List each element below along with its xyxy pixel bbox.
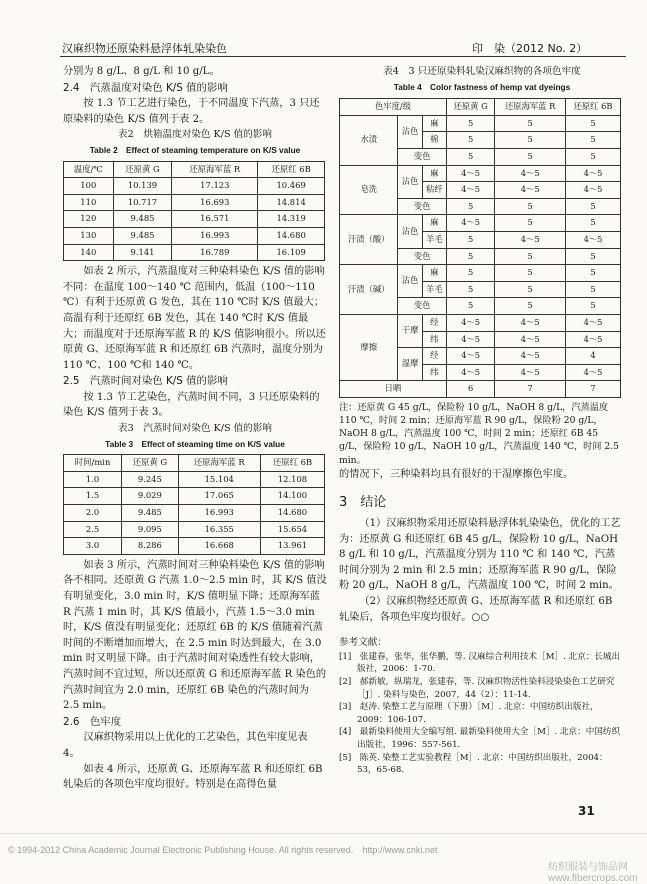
table-4-caption-cn: 表4 3 只还原染料轧染汉麻织物的各项色牢度: [383, 66, 581, 77]
table-cell: 14.814: [258, 194, 325, 211]
table-row: [64, 178, 325, 195]
table-cell: 10.717: [113, 194, 172, 211]
table-cell: 7: [566, 381, 621, 398]
table-cell: 5: [495, 115, 566, 132]
table-cell: 100: [64, 178, 114, 195]
sub-cell: 沾色: [398, 115, 422, 148]
table-header-cell: 时间/min: [64, 455, 122, 472]
running-header-journal: 印 染（2012 No. 2）: [472, 42, 588, 55]
table-header-cell: 还原红 6B: [566, 99, 621, 116]
table-cell: 17.065: [178, 488, 260, 505]
table-cell: 15.104: [178, 471, 260, 488]
copyright-footer: © 1994-2012 China Academic Journal Electronic Publishing House. All rights reserved. http://www.cnki.net: [8, 845, 438, 855]
table-cell: 5: [566, 148, 621, 165]
table-header-row: [64, 161, 325, 178]
table-cell: 2.0: [64, 505, 122, 522]
table-cell: 14.319: [258, 211, 325, 228]
table-cell: 4～5: [495, 165, 566, 182]
table-cell: 16.789: [172, 244, 258, 261]
table-cell: 4～5: [446, 331, 494, 348]
table-cell: 4～5: [495, 182, 566, 199]
table-header-cell: 色牢度/级: [340, 99, 447, 116]
fiber-cell: 纬: [422, 364, 446, 381]
table-row: [64, 471, 325, 488]
fiber-cell: 羊毛: [422, 231, 446, 248]
table-cell: 5: [446, 231, 494, 248]
paragraph: 汉麻织物采用以上优化的工艺染色，其色牢度见表 4。: [63, 732, 308, 759]
group-cell: 汗渍（碱）: [340, 265, 398, 315]
paragraph: 分别为 8 g/L、8 g/L 和 10 g/L。: [63, 66, 220, 77]
table-header-cell: 还原红 6B: [258, 161, 325, 178]
table-2-caption-en: Table 2 Effect of steaming temperature on K/S value: [89, 144, 301, 155]
table-cell: 4～5: [566, 364, 621, 381]
table-cell: 17.123: [172, 178, 258, 195]
table-cell: 5: [566, 248, 621, 265]
table-cell: 5: [495, 132, 566, 149]
table-cell: 14.680: [260, 505, 324, 522]
table-2-caption-cn: 表2 烘箱温度对染色 K/S 值的影响: [118, 129, 272, 141]
table-cell: 4～5: [566, 331, 621, 348]
reference-item: [3] 赵涛. 染整工艺与原理（下册）［M］. 北京：中国纺织出版社，2009：106-107.: [339, 702, 599, 725]
table-cell: 5: [566, 215, 621, 232]
sub-cell: 湿摩: [398, 348, 422, 381]
sub-cell: 沾色: [398, 165, 422, 198]
table-4: [339, 98, 621, 398]
table-cell: 5: [446, 281, 494, 298]
table-cell: 5: [446, 265, 494, 282]
table-cell: 130: [64, 227, 114, 244]
table-cell: 4～5: [566, 231, 621, 248]
table-cell: 13.961: [260, 538, 324, 555]
table-cell: 4～5: [446, 348, 494, 365]
section-heading-2-6: 2.6 色牢度: [63, 715, 122, 728]
table-cell: 4～5: [495, 231, 566, 248]
left-column: [63, 64, 327, 793]
table-cell: 4～5: [495, 364, 566, 381]
table-cell: 16.571: [172, 211, 258, 228]
reference-item: [1] 张建春，张华，张华鹏，等. 汉麻综合利用技术［M］. 北京：长城出版社，2006：1-70.: [339, 651, 621, 675]
table-cell: 4～5: [495, 314, 566, 331]
group-cell: 汗渍（酸）: [340, 215, 398, 265]
table-3: [63, 454, 325, 555]
table-cell: 16.668: [178, 538, 260, 555]
table-header-cell: 还原海军蓝 R: [172, 161, 258, 178]
table-row: [340, 265, 621, 282]
table-row: [64, 521, 325, 538]
table-cell: 4～5: [446, 364, 494, 381]
table-4-caption-en: Table 4 Color fastness of hemp vat dyeings: [393, 81, 571, 92]
table-row: [64, 211, 325, 228]
table-cell: 5: [446, 298, 494, 315]
table-row: [340, 165, 621, 182]
table-header-row: [340, 99, 621, 116]
table-header-cell: 还原黄 G: [113, 161, 172, 178]
table-cell: 9.485: [113, 227, 172, 244]
table-row: [64, 227, 325, 244]
fiber-cell: 棉: [422, 132, 446, 149]
table-row: [340, 115, 621, 132]
table-row: [340, 215, 621, 232]
table-row: [64, 194, 325, 211]
fiber-cell: 羊毛: [422, 281, 446, 298]
table-cell: 5: [566, 265, 621, 282]
fiber-cell: 经: [422, 314, 446, 331]
right-column: [339, 64, 625, 777]
table-cell: 4～5: [566, 165, 621, 182]
group-cell: 日晒: [340, 381, 447, 398]
table-row: [64, 244, 325, 261]
group-cell: 皂洗: [340, 165, 398, 215]
table-4-note: 注：还原黄 G 45 g/L，保险粉 10 g/L，NaOH 8 g/L，汽蒸温度 110 ℃，时间 2 min；还原海军蓝 R 90 g/L，保险粉 20 g/L，NaOH 8 g/L，汽蒸温度 100 ℃，时间 2 min；还原红 6B 45 g/L，保险粉 10 g/L，NaOH 10 g/L，汽蒸温度 140 ℃，时间 2.5 min。: [339, 401, 619, 466]
table-header-cell: 还原黄 G: [446, 99, 494, 116]
table-cell: 5: [495, 215, 566, 232]
table-cell: 4～5: [495, 331, 566, 348]
reference-item: [4] 最新染料使用大全编写组. 最新染料使用大全［M］. 北京：中国纺织出版社，1996：557-561.: [339, 727, 621, 750]
table-cell: 4～5: [446, 182, 494, 199]
table-cell: 2.5: [64, 521, 122, 538]
table-cell: 5: [495, 198, 566, 215]
table-cell: 9.095: [122, 521, 178, 538]
table-cell: 8.286: [122, 538, 178, 555]
running-header-title: 汉麻织物还原染料悬浮体轧染染色: [62, 42, 227, 55]
group-cell: 水渍: [340, 115, 398, 165]
sub-cell: 变色: [398, 248, 446, 265]
paragraph: 如表 3 所示，汽蒸时间对三种染料染色 K/S 值的影响各不相同。还原黄 G 汽蒸 1.0～2.5 min 时，其 K/S 值没有明显变化，3.0 min 时，K/S 值明显下降；还原海军蓝 R 汽蒸 1 min 时，其 K/S 值最小，汽蒸 1.5～3.0 min 时，K/S 值没有明显变化；还原红 6B 的 K/S 值随着汽蒸时间的不断增加而增大，在 2.5 min 时达到最大，在 3.0 min 时又明显下降。由于汽蒸时间对染透性有较大影响，汽蒸时间不宜过短，所以还原黄 G 和还原海军蓝 R 染色的汽蒸时间宜为 2.0 min，还原红 6B 染色的汽蒸时间为 2.5 min。: [63, 559, 327, 712]
table-cell: 5: [495, 281, 566, 298]
table-cell: 16.693: [172, 194, 258, 211]
table-cell: 1.5: [64, 488, 122, 505]
fiber-cell: 麻: [422, 215, 446, 232]
paragraph: 按 1.3 节工艺染色，汽蒸时间不同，3 只还原染料的染色 K/S 值列于表 3。: [63, 391, 320, 419]
section-heading-2-5: 2.5 汽蒸时间对染色 K/S 值的影响: [63, 375, 228, 388]
table-cell: 3.0: [64, 538, 122, 555]
reference-item: [5] 陈英. 染整工艺实验教程［M］. 北京：中国纺织出版社，2004：53，65-68.: [339, 752, 608, 776]
references-heading: 参考文献：: [339, 637, 387, 649]
table-cell: 16.355: [178, 521, 260, 538]
table-3-caption-cn: 表3 汽蒸时间对染色 K/S 值的影响: [118, 423, 272, 435]
fiber-cell: 麻: [422, 165, 446, 182]
table-row: [64, 505, 325, 522]
paragraph: 如表 4 所示，还原黄 G、还原海军蓝 R 和还原红 6B 轧染后的各项色牢度均很好。特别是在高得色量: [63, 763, 323, 791]
table-row: [340, 381, 621, 398]
table-header-cell: 还原黄 G: [122, 455, 178, 472]
conclusion-1: （1）汉麻织物采用还原染料悬浮体轧染染色，优化的工艺为：还原黄 G 和还原红 6B 45 g/L，保险粉 10 g/L，NaOH 8 g/L 和 10 g/L，汽蒸温度分别为 110 ℃ 和 140 ℃，汽蒸时间分别为 2 min 和 2.5 min；还原海军蓝 R 90 g/L，保险粉 20 g/L，NaOH 8 g/L，汽蒸温度 100 ℃，时间 2 min。: [339, 518, 621, 592]
table-cell: 5: [495, 265, 566, 282]
table-cell: 1.0: [64, 471, 122, 488]
table-header-cell: 温度/℃: [64, 161, 114, 178]
table-row: [64, 488, 325, 505]
table-cell: 12.108: [260, 471, 324, 488]
table-header-cell: 还原红 6B: [260, 455, 324, 472]
table-header-row: [64, 455, 325, 472]
table-cell: 5: [446, 132, 494, 149]
sub-cell: 变色: [398, 198, 446, 215]
table-header-cell: 还原海军蓝 R: [495, 99, 566, 116]
table-header-cell: 还原海军蓝 R: [178, 455, 260, 472]
table-cell: 4～5: [566, 182, 621, 199]
paragraph: 如表 2 所示，汽蒸温度对三种染料染色 K/S 值的影响不同：在温度 100～140 ℃ 范围内，低温（100～110 ℃）有利于还原黄 G 发色，其在 110 ℃时 K/S 值最大；高温有利于还原红 6B 发色，其在 140 ℃时 K/S 值最大；而温度对于还原海军蓝 R 的 K/S 值影响很小。所以还原黄 G、还原海军蓝 R 和还原红 6B 汽蒸时，温度分别为 110 ℃、100 ℃和 140 ℃。: [63, 266, 326, 371]
table-cell: 6: [446, 381, 494, 398]
table-cell: 4～5: [446, 215, 494, 232]
table-cell: 5: [495, 298, 566, 315]
fiber-cell: 麻: [422, 115, 446, 132]
section-heading-2-4: 2.4 汽蒸温度对染色 K/S 值的影响: [63, 81, 228, 94]
table-cell: 4～5: [566, 314, 621, 331]
table-cell: 16.993: [178, 505, 260, 522]
table-cell: 9.245: [122, 471, 178, 488]
table-cell: 5: [446, 198, 494, 215]
fiber-cell: 粘纤: [422, 182, 446, 199]
paragraph: 按 1.3 节工艺进行染色，于不同温度下汽蒸，3 只还原染料的染色 K/S 值列于表 2。: [63, 98, 320, 125]
fiber-cell: 纬: [422, 331, 446, 348]
table-cell: 4～5: [446, 314, 494, 331]
site-watermark: 纺织服装与饰品网 www.fibercrops.com: [548, 862, 638, 884]
sub-cell: 沾色: [398, 215, 422, 248]
table-cell: 5: [566, 132, 621, 149]
table-cell: 9.485: [113, 211, 172, 228]
table-cell: 120: [64, 211, 114, 228]
sub-cell: 变色: [398, 298, 446, 315]
table-cell: 9.485: [122, 505, 178, 522]
table-cell: 140: [64, 244, 114, 261]
table-cell: 10.139: [113, 178, 172, 195]
paragraph: 的情况下，三种染料均具有很好的干湿摩擦色牢度。: [339, 468, 574, 480]
table-cell: 110: [64, 194, 114, 211]
table-cell: 5: [495, 148, 566, 165]
page-number: 31: [578, 804, 595, 818]
header-rule: [60, 56, 626, 57]
table-row: [64, 538, 325, 555]
table-cell: 14.680: [258, 227, 325, 244]
conclusion-2: （2）汉麻织物经还原黄 G、还原海军蓝 R 和还原红 6B 轧染后，各项色牢度均很好。○○: [339, 596, 613, 623]
table-cell: 5: [566, 281, 621, 298]
table-cell: 15.654: [260, 521, 324, 538]
section-heading-3: 3 结论: [339, 495, 387, 511]
footer-rule: [0, 833, 647, 834]
table-cell: 4: [566, 348, 621, 365]
table-cell: 14.100: [260, 488, 324, 505]
reference-item: [2] 郝新敏，纵瑞龙，张建春，等. 汉麻织物活性染料浸染染色工艺研究［J］. 染料与染色，2007，44（2）：11-14.: [339, 677, 615, 700]
sub-cell: 沾色: [398, 265, 422, 298]
sub-cell: 变色: [398, 148, 446, 165]
fiber-cell: 麻: [422, 265, 446, 282]
table-cell: 16.993: [172, 227, 258, 244]
table-cell: 5: [566, 115, 621, 132]
table-cell: 7: [495, 381, 566, 398]
table-cell: 5: [566, 198, 621, 215]
table-cell: 5: [446, 248, 494, 265]
table-cell: 9.029: [122, 488, 178, 505]
table-cell: 5: [446, 148, 494, 165]
table-cell: 10.469: [258, 178, 325, 195]
table-2: [63, 161, 325, 262]
group-cell: 摩擦: [340, 314, 398, 380]
table-cell: 9.141: [113, 244, 172, 261]
table-cell: 4～5: [446, 165, 494, 182]
table-cell: 5: [495, 248, 566, 265]
table-cell: 5: [566, 298, 621, 315]
table-cell: 4～5: [495, 348, 566, 365]
sub-cell: 干摩: [398, 314, 422, 347]
fiber-cell: 经: [422, 348, 446, 365]
table-cell: 5: [446, 115, 494, 132]
table-cell: 16.109: [258, 244, 325, 261]
table-3-caption-en: Table 3 Effect of steaming time on K/S value: [105, 438, 285, 449]
table-row: [340, 314, 621, 331]
